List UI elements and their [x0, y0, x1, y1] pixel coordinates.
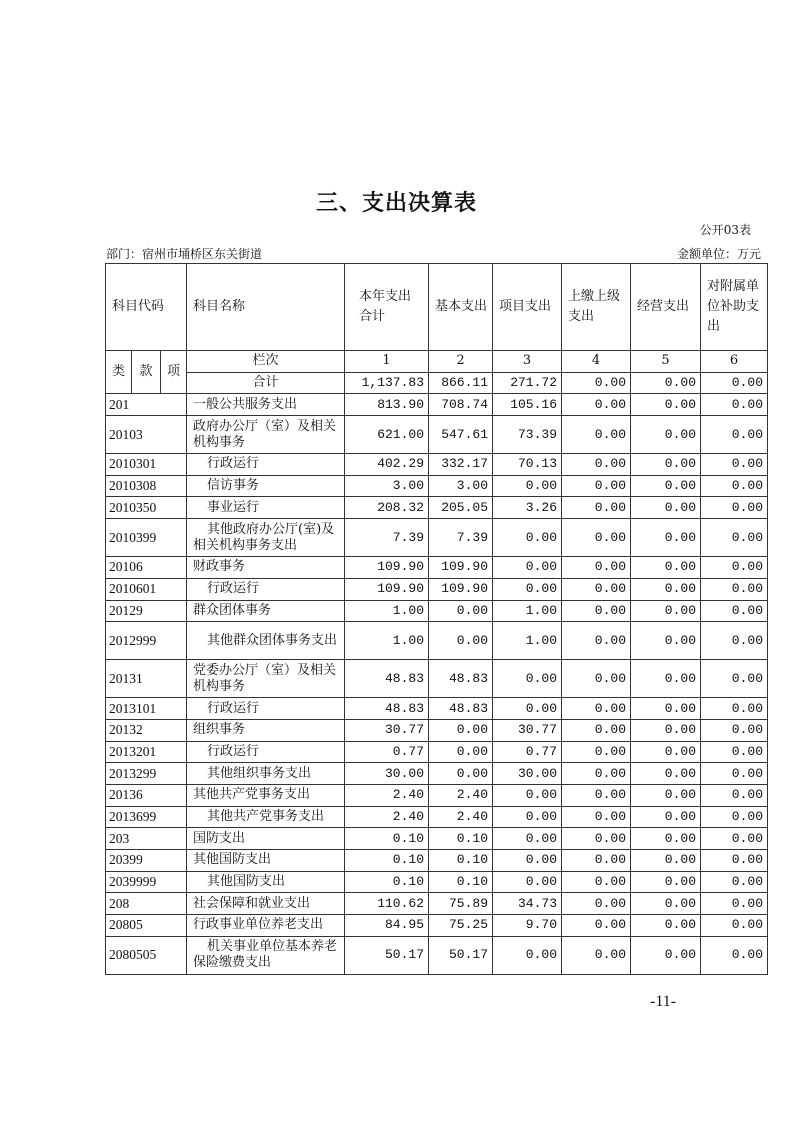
col-num-3: 3	[493, 351, 562, 373]
row-value: 1.00	[493, 622, 562, 660]
row-value: 0.10	[429, 828, 493, 850]
row-name-text: 一般公共服务支出	[193, 396, 298, 412]
row-name	[187, 660, 345, 698]
row-value: 0.00	[631, 497, 701, 519]
row-value: 0.00	[493, 557, 562, 579]
row-value: 2.40	[429, 806, 493, 828]
row-value: 0.00	[631, 850, 701, 872]
row-value: 0.00	[701, 660, 768, 698]
table-row	[106, 600, 768, 622]
row-code: 2010601	[106, 578, 187, 600]
row-value: 73.39	[493, 416, 562, 454]
row-value: 0.00	[429, 600, 493, 622]
row-value: 0.00	[701, 784, 768, 806]
row-value: 0.00	[701, 915, 768, 937]
row-value: 3.00	[429, 475, 493, 497]
row-name	[187, 578, 345, 600]
row-value: 0.00	[493, 519, 562, 557]
row-code: 20805	[106, 915, 187, 937]
table-row	[106, 698, 768, 720]
row-name-text: 其他共产党事务支出	[207, 808, 325, 824]
table-number: 公开03表	[699, 223, 751, 237]
row-name	[187, 828, 345, 850]
row-value: 332.17	[429, 454, 493, 476]
row-value: 0.00	[562, 454, 631, 476]
table-row	[106, 622, 768, 660]
table-row	[106, 519, 768, 557]
row-code: 20131	[106, 660, 187, 698]
row-value: 0.00	[701, 475, 768, 497]
row-value: 0.00	[631, 871, 701, 893]
row-value: 0.00	[631, 763, 701, 785]
row-code: 20399	[106, 850, 187, 872]
row-value: 0.00	[631, 454, 701, 476]
col-num-1: 1	[345, 351, 429, 373]
row-value: 30.77	[493, 719, 562, 741]
row-name	[187, 557, 345, 579]
row-value: 70.13	[493, 454, 562, 476]
row-value: 708.74	[429, 394, 493, 416]
row-name-text: 其他组织事务支出	[207, 765, 312, 781]
table-row	[106, 416, 768, 454]
table-row	[106, 497, 768, 519]
row-name	[187, 475, 345, 497]
row-value: 110.62	[345, 893, 429, 915]
total-value: 271.72	[493, 372, 562, 394]
row-value: 0.00	[493, 578, 562, 600]
header-code: 科目代码	[106, 264, 187, 351]
row-name	[187, 741, 345, 763]
row-value: 0.00	[701, 741, 768, 763]
row-code: 20106	[106, 557, 187, 579]
row-value: 0.10	[345, 828, 429, 850]
row-value: 2.40	[345, 806, 429, 828]
row-value: 0.00	[562, 763, 631, 785]
row-value: 9.70	[493, 915, 562, 937]
row-name-text: 群众团体事务	[193, 602, 272, 618]
row-value: 0.00	[631, 416, 701, 454]
table-row	[106, 936, 768, 974]
row-name	[187, 871, 345, 893]
row-name-text: 党委办公厅（室）及相关机构事务	[193, 662, 337, 694]
row-value: 0.00	[701, 416, 768, 454]
row-value: 0.00	[429, 763, 493, 785]
row-name-text: 财政事务	[193, 559, 246, 575]
row-value: 0.00	[562, 850, 631, 872]
row-name-text: 其他国防支出	[193, 852, 272, 868]
row-value: 1.00	[345, 600, 429, 622]
row-code: 208	[106, 893, 187, 915]
table-row	[106, 871, 768, 893]
row-value: 0.00	[562, 600, 631, 622]
row-value: 0.00	[631, 828, 701, 850]
row-value: 50.17	[345, 936, 429, 974]
row-value: 50.17	[429, 936, 493, 974]
total-value: 0.00	[701, 372, 768, 394]
department-label: 部门：宿州市埇桥区东关街道	[106, 247, 263, 261]
row-value: 0.00	[562, 741, 631, 763]
row-name	[187, 416, 345, 454]
row-value: 0.00	[562, 497, 631, 519]
row-value: 0.00	[701, 578, 768, 600]
row-code: 2013201	[106, 741, 187, 763]
row-value: 0.00	[631, 622, 701, 660]
col-num-5: 5	[631, 351, 701, 373]
row-value: 109.90	[345, 578, 429, 600]
total-value: 0.00	[562, 372, 631, 394]
header-col-5: 经营支出	[631, 264, 701, 351]
row-value: 0.00	[493, 828, 562, 850]
row-value: 0.00	[562, 871, 631, 893]
row-name-text: 其他群众团体事务支出	[207, 632, 338, 648]
row-value: 109.90	[429, 578, 493, 600]
row-value: 0.00	[631, 557, 701, 579]
total-row	[106, 372, 768, 394]
row-value: 0.00	[701, 497, 768, 519]
row-value: 0.00	[493, 871, 562, 893]
row-name	[187, 394, 345, 416]
header-row	[106, 264, 768, 351]
row-value: 0.00	[701, 519, 768, 557]
row-value: 0.00	[562, 475, 631, 497]
header-xiang: 项	[161, 351, 187, 394]
row-value: 0.00	[631, 475, 701, 497]
table-row	[106, 850, 768, 872]
row-value: 0.00	[562, 660, 631, 698]
unit-label: 金额单位：万元	[676, 247, 761, 261]
row-value: 0.00	[701, 454, 768, 476]
row-name-text: 其他政府办公厅(室)及相关机构事务支出	[193, 521, 335, 553]
row-value: 0.00	[631, 915, 701, 937]
row-code: 20136	[106, 784, 187, 806]
table-row	[106, 784, 768, 806]
row-value: 205.05	[429, 497, 493, 519]
header-col-6: 对附属单位补助支出	[701, 264, 768, 351]
row-value: 0.10	[429, 850, 493, 872]
row-value: 0.00	[631, 394, 701, 416]
row-name-text: 行政运行	[207, 743, 260, 759]
row-value: 0.00	[493, 660, 562, 698]
table-row	[106, 475, 768, 497]
row-value: 0.00	[562, 893, 631, 915]
table-row	[106, 660, 768, 698]
row-value: 0.77	[345, 741, 429, 763]
row-value: 0.00	[631, 741, 701, 763]
row-value: 621.00	[345, 416, 429, 454]
row-value: 0.00	[493, 850, 562, 872]
row-name-text: 组织事务	[193, 722, 246, 738]
header-col-4: 上缴上级支出	[562, 264, 631, 351]
table-row	[106, 915, 768, 937]
lanci-label: 栏次	[187, 351, 345, 373]
row-value: 30.00	[493, 763, 562, 785]
table-row	[106, 578, 768, 600]
row-value: 0.77	[493, 741, 562, 763]
row-code: 2012999	[106, 622, 187, 660]
row-code: 203	[106, 828, 187, 850]
row-name-text: 行政运行	[207, 456, 260, 472]
row-name	[187, 893, 345, 915]
table-row	[106, 454, 768, 476]
row-name	[187, 622, 345, 660]
row-name-text: 行政事业单位养老支出	[193, 917, 324, 933]
row-value: 0.00	[493, 936, 562, 974]
row-value: 48.83	[345, 660, 429, 698]
header-col-2: 基本支出	[429, 264, 493, 351]
row-value: 813.90	[345, 394, 429, 416]
row-value: 547.61	[429, 416, 493, 454]
row-value: 0.00	[701, 828, 768, 850]
row-name-text: 信访事务	[207, 478, 260, 494]
row-value: 0.00	[429, 719, 493, 741]
row-value: 0.10	[429, 871, 493, 893]
row-value: 0.00	[701, 557, 768, 579]
header-col-1: 本年支出合计	[345, 264, 429, 351]
row-value: 0.00	[701, 719, 768, 741]
row-value: 0.00	[493, 806, 562, 828]
col-num-2: 2	[429, 351, 493, 373]
row-code: 2013101	[106, 698, 187, 720]
row-value: 0.00	[562, 578, 631, 600]
row-value: 0.00	[631, 660, 701, 698]
row-value: 30.00	[345, 763, 429, 785]
row-value: 0.00	[562, 394, 631, 416]
row-value: 0.00	[562, 784, 631, 806]
header-kuan: 款	[132, 351, 161, 394]
row-value: 0.00	[493, 475, 562, 497]
row-value: 0.00	[701, 600, 768, 622]
row-value: 0.00	[493, 784, 562, 806]
row-value: 0.00	[631, 936, 701, 974]
table-row	[106, 557, 768, 579]
row-value: 1.00	[493, 600, 562, 622]
row-value: 0.00	[562, 519, 631, 557]
row-name-text: 机关事业单位基本养老保险缴费支出	[193, 939, 338, 971]
row-name	[187, 850, 345, 872]
row-value: 0.10	[345, 871, 429, 893]
row-code: 20129	[106, 600, 187, 622]
row-value: 0.00	[562, 622, 631, 660]
row-name	[187, 600, 345, 622]
row-value: 0.10	[345, 850, 429, 872]
row-value: 7.39	[429, 519, 493, 557]
row-value: 0.00	[701, 936, 768, 974]
row-code: 2010308	[106, 475, 187, 497]
row-value: 84.95	[345, 915, 429, 937]
row-value: 0.00	[701, 893, 768, 915]
row-code: 201	[106, 394, 187, 416]
row-value: 75.25	[429, 915, 493, 937]
row-code: 2013299	[106, 763, 187, 785]
row-value: 109.90	[429, 557, 493, 579]
table-row	[106, 394, 768, 416]
table-row	[106, 828, 768, 850]
header-name: 科目名称	[187, 264, 345, 351]
total-value: 0.00	[631, 372, 701, 394]
row-name	[187, 784, 345, 806]
row-name	[187, 519, 345, 557]
row-name	[187, 719, 345, 741]
row-value: 0.00	[631, 600, 701, 622]
row-name	[187, 936, 345, 974]
row-value: 0.00	[631, 698, 701, 720]
row-value: 2.40	[429, 784, 493, 806]
row-value: 48.83	[429, 698, 493, 720]
row-value: 34.73	[493, 893, 562, 915]
row-value: 7.39	[345, 519, 429, 557]
row-value: 1.00	[345, 622, 429, 660]
row-value: 0.00	[562, 557, 631, 579]
table-row	[106, 763, 768, 785]
total-value: 1,137.83	[345, 372, 429, 394]
row-value: 0.00	[701, 394, 768, 416]
row-value: 105.16	[493, 394, 562, 416]
row-name-text: 其他国防支出	[207, 874, 286, 890]
row-value: 30.77	[345, 719, 429, 741]
row-name	[187, 454, 345, 476]
row-name	[187, 763, 345, 785]
total-value: 866.11	[429, 372, 493, 394]
row-value: 48.83	[429, 660, 493, 698]
row-name-text: 其他共产党事务支出	[193, 787, 311, 803]
column-number-row	[106, 351, 768, 373]
row-name-text: 行政运行	[207, 581, 260, 597]
row-name	[187, 497, 345, 519]
row-name-text: 国防支出	[193, 830, 246, 846]
row-value: 2.40	[345, 784, 429, 806]
row-value: 0.00	[493, 698, 562, 720]
row-name-text: 行政运行	[207, 700, 260, 716]
row-value: 0.00	[701, 806, 768, 828]
row-value: 48.83	[345, 698, 429, 720]
row-value: 0.00	[631, 719, 701, 741]
col-num-6: 6	[701, 351, 768, 373]
row-value: 402.29	[345, 454, 429, 476]
row-value: 3.26	[493, 497, 562, 519]
row-code: 2010301	[106, 454, 187, 476]
page-title: 三、支出决算表	[315, 191, 477, 216]
row-value: 0.00	[701, 698, 768, 720]
row-code: 2013699	[106, 806, 187, 828]
total-label: 合计	[187, 372, 345, 394]
row-value: 0.00	[562, 416, 631, 454]
row-value: 109.90	[345, 557, 429, 579]
row-code: 20132	[106, 719, 187, 741]
table-row	[106, 741, 768, 763]
table-row	[106, 719, 768, 741]
row-value: 0.00	[631, 893, 701, 915]
row-value: 75.89	[429, 893, 493, 915]
row-value: 0.00	[701, 871, 768, 893]
row-code: 2080505	[106, 936, 187, 974]
row-value: 0.00	[562, 915, 631, 937]
row-name-text: 社会保障和就业支出	[193, 895, 311, 911]
row-name-text: 政府办公厅（室）及相关机构事务	[193, 418, 337, 450]
row-code: 20103	[106, 416, 187, 454]
row-value: 0.00	[562, 806, 631, 828]
row-value: 0.00	[562, 828, 631, 850]
row-value: 0.00	[701, 763, 768, 785]
row-value: 0.00	[562, 719, 631, 741]
row-value: 0.00	[631, 784, 701, 806]
row-value: 0.00	[429, 741, 493, 763]
table-row	[106, 893, 768, 915]
expenditure-table	[105, 263, 768, 975]
header-lei: 类	[106, 351, 132, 394]
row-value: 0.00	[701, 622, 768, 660]
row-value: 0.00	[631, 806, 701, 828]
row-value: 3.00	[345, 475, 429, 497]
table-row	[106, 806, 768, 828]
row-value: 208.32	[345, 497, 429, 519]
row-value: 0.00	[631, 578, 701, 600]
row-code: 2010350	[106, 497, 187, 519]
row-value: 0.00	[631, 519, 701, 557]
row-value: 0.00	[562, 936, 631, 974]
row-name	[187, 698, 345, 720]
page-number: -11-	[650, 993, 677, 1010]
row-name	[187, 915, 345, 937]
row-value: 0.00	[701, 850, 768, 872]
header-col-3: 项目支出	[493, 264, 562, 351]
col-num-4: 4	[562, 351, 631, 373]
row-name	[187, 806, 345, 828]
row-code: 2010399	[106, 519, 187, 557]
row-value: 0.00	[562, 698, 631, 720]
row-code: 2039999	[106, 871, 187, 893]
row-value: 0.00	[429, 622, 493, 660]
row-name-text: 事业运行	[207, 499, 260, 515]
